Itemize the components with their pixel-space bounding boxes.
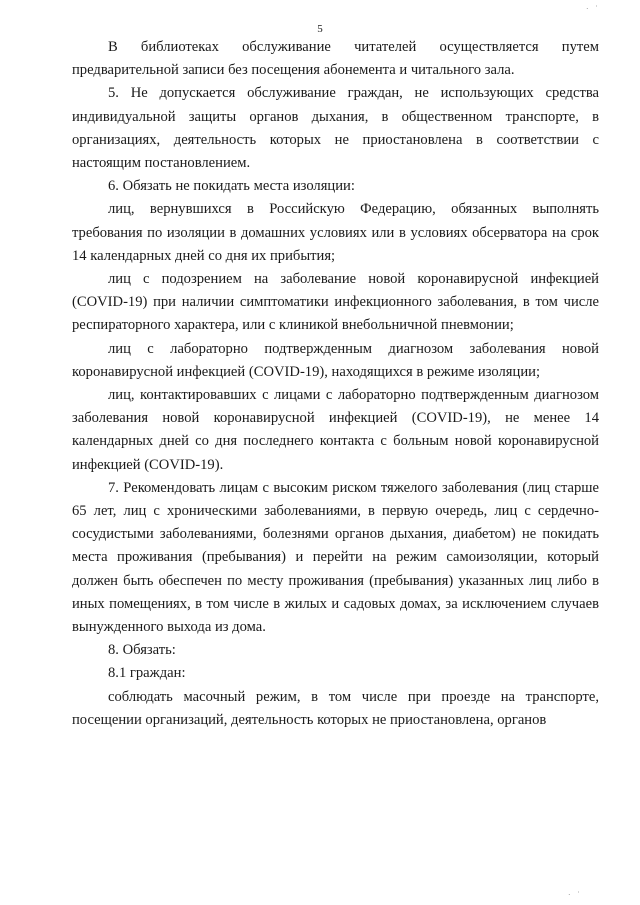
paragraph-7: 7. Рекомендовать лицам с высоким риском тяжелого заболевания (лиц старше 65 лет, лиц с хроническими заболеваниями, в первую очередь, лиц с сердечно-сосудистыми заболеваниями, болезнями органов дыхания, диабетом) не покидать места проживания (пребывания) и перейти на режим самоизоляции, который должен быть обеспечен по месту проживания (пребывания) указанных лиц либо в иных помещениях, в том числе в жилых и садовых домах, за исключением случаев вынужденного выхода из дома. — [72, 479, 599, 636]
paragraph-6-item-4: лиц, контактировавших с лицами с лабораторно подтвержденным диагнозом заболевания новой коронавирусной инфекцией (COVID-19), не менее 14 календарных дней со дня последнего контакта с больным новой коронавирусной инфекцией (COVID-19). — [72, 387, 599, 473]
scan-artifact-bottom: . · — [568, 888, 582, 897]
paragraph-6-item-2: лиц с подозрением на заболевание новой коронавирусной инфекцией (COVID-19) при наличии симптоматики инфекционного заболевания, в том числе респираторного характера, или с клиникой внебольничной пневмонии; — [72, 271, 599, 334]
paragraph-8: 8. Обязать: — [108, 642, 176, 659]
paragraph-6-item-1: лиц, вернувшихся в Российскую Федерацию, обязанных выполнять требования по изоляции в домашних условиях или в условиях обсерватора на срок 14 календарных дней со дня их прибытия; — [72, 201, 599, 264]
scan-artifact-top: . · — [586, 2, 600, 11]
paragraph-libraries: В библиотеках обслуживание читателей осуществляется путем предварительной записи без посещения абонемента и читального зала. — [72, 39, 599, 79]
paragraph-6: 6. Обязать не покидать места изоляции: — [108, 178, 355, 195]
document-body — [72, 36, 599, 732]
page-number: 5 — [317, 23, 323, 35]
paragraph-8-1: 8.1 граждан: — [108, 665, 186, 682]
paragraph-5: 5. Не допускается обслуживание граждан, не использующих средства индивидуальной защиты органов дыхания, в общественном транспорте, в организациях, деятельность которых не приостановлена в соответствии с настоящим постановлением. — [72, 85, 599, 172]
paragraph-8-1-item-1: соблюдать масочный режим, в том числе при проезде на транспорте, посещении организаций, деятельность которых не приостановлена, органов — [72, 688, 599, 728]
paragraph-6-item-3: лиц с лабораторно подтвержденным диагнозом заболевания новой коронавирусной инфекцией (COVID-19), находящихся в режиме изоляции; — [72, 340, 599, 380]
